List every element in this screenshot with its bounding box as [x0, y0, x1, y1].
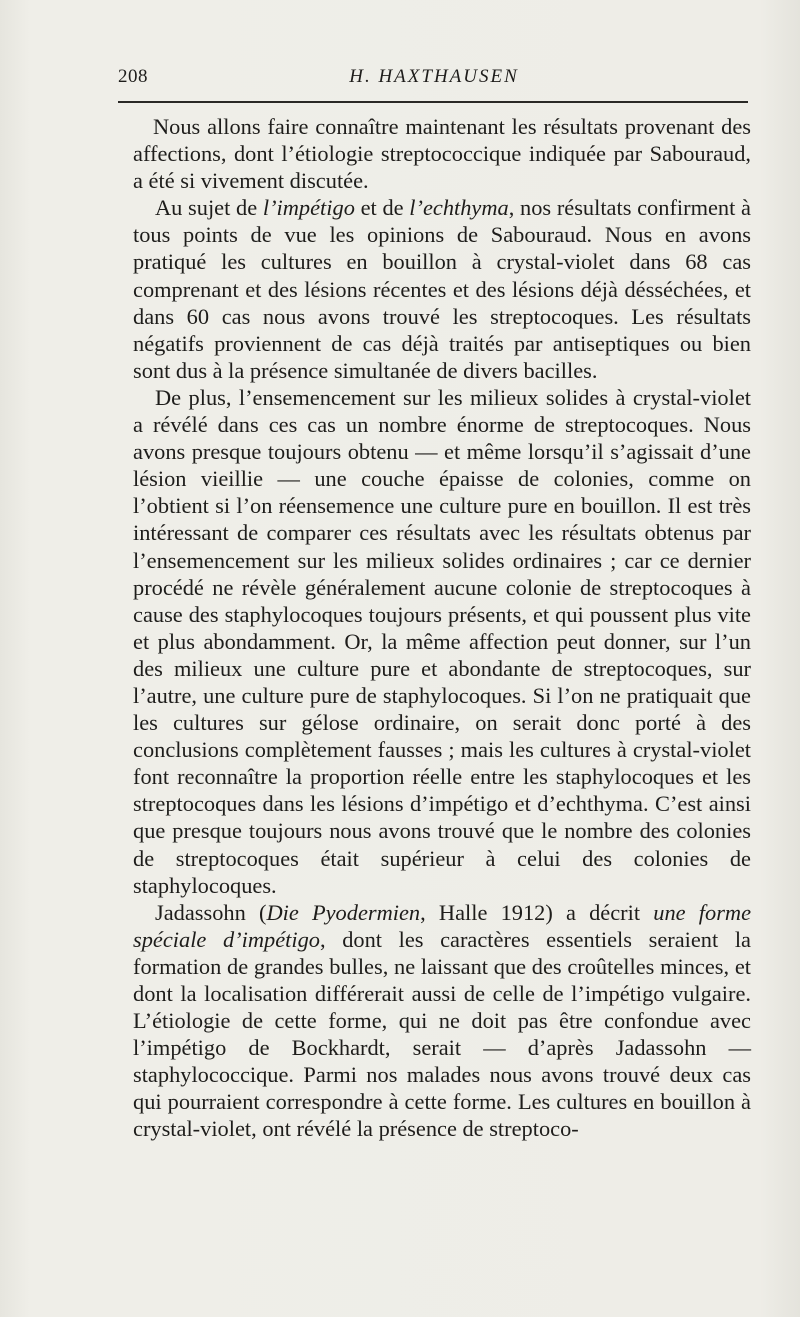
paragraph: [133, 194, 751, 384]
paragraph: [133, 899, 751, 1143]
text-segment: , nos résultats confirment à tous points de vue les opinions de Sabouraud. Nous en avons pratiqué les cultures en bouillon à crystal-violet dans 68 cas comprenant et des lésions récentes et des lésions déjà désséchées, et dans 60 cas nous avons trouvé les streptocoques. Les résultats négatifs proviennent de cas déjà traités par antiseptiques ou bien sont dus à la présence simultanée de divers bacilles.: [133, 195, 751, 383]
paragraph: [133, 384, 751, 899]
italic-title: Die Pyodermien: [266, 899, 421, 925]
italic-term: l’impétigo: [262, 195, 355, 221]
text-segment: et de: [354, 195, 410, 221]
text-segment: , Halle 1912) a décrit: [420, 899, 654, 925]
page-header: [118, 66, 750, 96]
body-text: [133, 113, 751, 1143]
paragraph: [133, 113, 751, 194]
text-segment: Nous allons faire connaître maintenant les résultats provenant des affections, dont l’étiologie streptococcique indiquée par Sabouraud, a été si vivement discutée.: [133, 114, 751, 194]
running-head: H. HAXTHAUSEN: [349, 66, 519, 87]
text-segment: Au sujet de: [155, 195, 263, 221]
italic-term: une forme spéciale d’impétigo: [133, 899, 752, 952]
text-segment: , dont les caractères essentiels seraient la formation de grandes bulles, ne laissant que des croûtelles minces, et dont la localisation différerait aussi de celle de l’impétigo vulgaire. L’étiologie de cette forme, qui ne doit pas être confondue avec l’impétigo de Bockhardt, serait — d’après Jadassohn — staphylococcique. Parmi nos malades nous avons trouvé deux cas qui pourraient correspondre à cette forme. Les cultures en bouillon à crystal-violet, ont révélé la présence de streptoco-: [133, 926, 751, 1142]
page-number: 208: [118, 66, 148, 87]
text-segment: Jadassohn (: [155, 899, 267, 925]
header-rule: [118, 101, 748, 103]
italic-term: l’echthyma: [409, 195, 509, 221]
text-segment: De plus, l’ensemencement sur les milieux solides à crystal-violet a révélé dans ces cas un nombre énorme de streptocoques. Nous avons presque toujours obtenu — et même lorsqu’il s’agissait d’une lésion vieillie — une couche épaisse de colonies, comme on l’obtient si l’on réensemence une culture pure en bouillon. Il est très intéressant de comparer ces résultats avec les résultats obtenus par l’ensemencement sur les milieux solides ordinaires ; car ce dernier procédé ne révèle généralement aucune colonie de streptocoques à cause des staphylocoques toujours présents, et qui poussent plus vite et plus abondamment. Or, la même affection peut donner, sur l’un des milieux une culture pure et abondante de streptocoques, sur l’autre, une culture pure de staphylocoques. Si l’on ne pratiquait que les cultures sur gélose ordinaire, on serait donc porté à des conclusions complètement fausses ; mais les cultures à crystal-violet font reconnaître la proportion réelle entre les staphylocoques et les streptocoques dans les lésions d’impétigo et d’echthyma. C’est ainsi que presque toujours nous avons trouvé que le nombre des colonies de streptocoques était supérieur à celui des colonies de staphylocoques.: [133, 384, 751, 898]
